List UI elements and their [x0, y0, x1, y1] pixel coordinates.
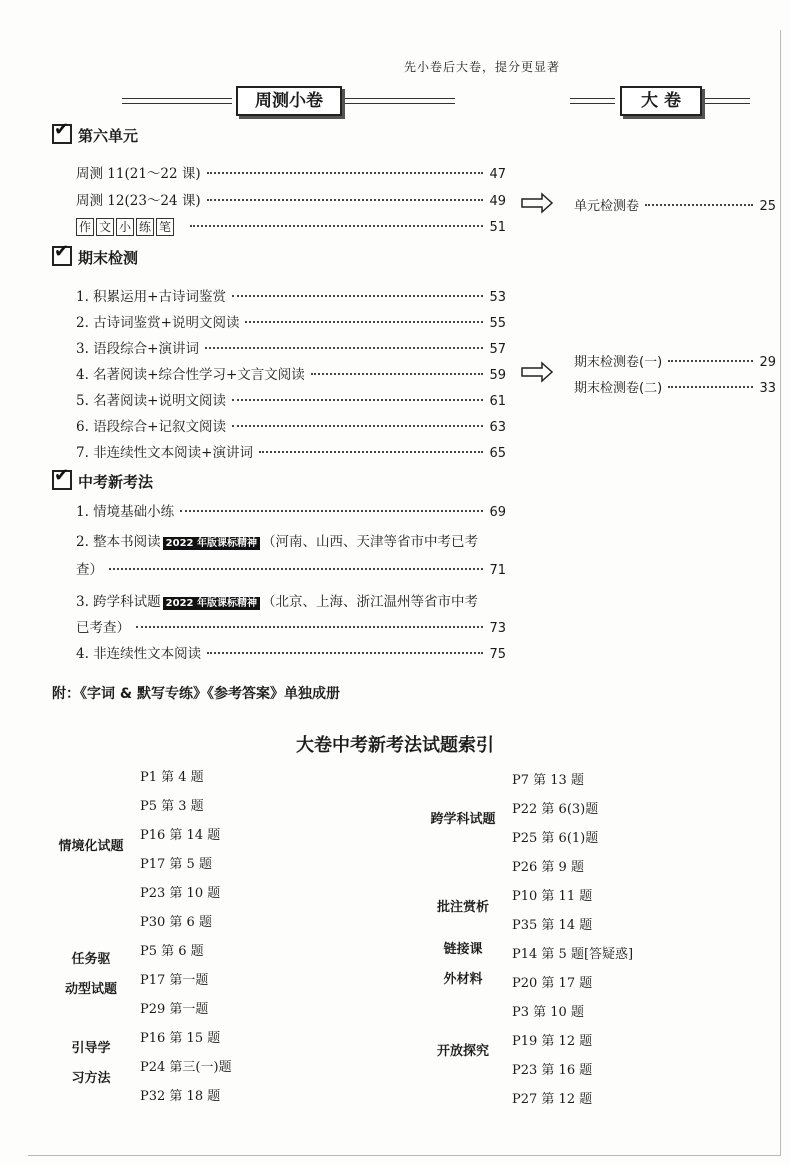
- index-item: P3 第 10 题: [512, 1005, 584, 1020]
- index-item: P29 第一题: [140, 1002, 209, 1017]
- toc-row: 4. 名著阅读+综合性学习+文言文阅读 59: [76, 367, 506, 383]
- index-category: 任务驱 动型试题: [64, 952, 117, 997]
- index-item: P17 第一题: [140, 973, 209, 988]
- index-item: P5 第 6 题: [140, 944, 204, 959]
- header-rule-right-b2: [705, 103, 750, 104]
- curriculum-badge: 2022 年版课标精神: [163, 597, 260, 610]
- arrow-right-icon: [520, 361, 554, 383]
- toc-row: 4. 非连续性文本阅读 75: [76, 646, 506, 662]
- index-category: 批注赏析: [436, 900, 489, 915]
- check-icon: [52, 470, 72, 490]
- section-title-final: ✔期末检测: [52, 246, 138, 268]
- index-category: 开放探究: [436, 1044, 489, 1059]
- toc-row-whole-book: 2. 整本书阅读 2022 年版课标精神 （河南、山西、天津等省市中考已考: [76, 534, 478, 550]
- index-item: P26 第 9 题: [512, 860, 584, 875]
- appendix-note: 附：《字词 & 默写专练》《参考答案》单独成册: [52, 686, 340, 702]
- curriculum-badge: 2022 年版课标精神: [163, 537, 260, 550]
- toc-row: 周测 11(21～22 课) 47: [76, 166, 506, 182]
- check-icon: [52, 246, 72, 266]
- index-title: 大卷中考新考法试题索引: [296, 735, 494, 756]
- header-rule-left-2: [122, 103, 232, 104]
- index-item: P32 第 18 题: [140, 1089, 221, 1104]
- index-item: P7 第 13 题: [512, 773, 584, 788]
- index-item: P14 第 5 题[答疑惑]: [512, 947, 634, 962]
- toc-row: 7. 非连续性文本阅读+演讲词 65: [76, 445, 506, 461]
- index-category: 跨学科试题: [430, 812, 496, 827]
- index-item: P20 第 17 题: [512, 976, 593, 991]
- header-rule-right-b: [705, 98, 750, 99]
- index-item: P27 第 12 题: [512, 1092, 593, 1107]
- header-rule-left-b: [345, 98, 455, 99]
- index-item: P22 第 6(3)题: [512, 802, 599, 817]
- header-rule-right: [570, 98, 615, 99]
- index-item: P16 第 15 题: [140, 1031, 221, 1046]
- header-rule-left: [122, 98, 232, 99]
- big-test-row: 期末检测卷(一) 29: [574, 355, 776, 370]
- index-item: P35 第 14 题: [512, 918, 593, 933]
- index-item: P23 第 10 题: [140, 886, 221, 901]
- toc-row: 3. 语段综合+演讲词 57: [76, 341, 506, 357]
- index-item: P5 第 3 题: [140, 799, 204, 814]
- index-item: P16 第 14 题: [140, 828, 221, 843]
- arrow-right-icon: [520, 192, 554, 214]
- index-item: P17 第 5 题: [140, 857, 212, 872]
- header-big-tests: 大 卷: [620, 86, 702, 116]
- toc-row: 1. 积累运用+古诗词鉴赏 53: [76, 289, 506, 305]
- index-category: 链接课 外材料: [443, 942, 483, 987]
- toc-row: 5. 名著阅读+说明文阅读 61: [76, 393, 506, 409]
- section-title-unit6: ✔第六单元: [52, 124, 138, 146]
- section-title-new-exam: ✔中考新考法: [52, 470, 153, 492]
- big-test-row: 单元检测卷 25: [574, 199, 776, 214]
- toc-row: 周测 12(23～24 课) 49: [76, 193, 506, 209]
- index-category: 引导学 习方法: [71, 1041, 111, 1086]
- toc-row-whole-book-cont: 查） 71: [76, 562, 506, 578]
- index-category: 情境化试题: [58, 839, 124, 854]
- toc-row-cross-subject-cont: 已考查） 73: [76, 620, 506, 636]
- index-item: P1 第 4 题: [140, 770, 204, 785]
- index-item: P19 第 12 题: [512, 1034, 593, 1049]
- toc-row: 6. 语段综合+记叙文阅读 63: [76, 419, 506, 435]
- header-weekly-tests: 周测小卷: [236, 86, 342, 116]
- big-test-row: 期末检测卷(二) 33: [574, 381, 776, 396]
- index-item: P10 第 11 题: [512, 889, 593, 904]
- check-icon: [52, 124, 72, 144]
- index-item: P24 第三(一)题: [140, 1060, 232, 1075]
- toc-row-writing: 作 文 小 练 笔 51: [76, 218, 506, 236]
- index-item: P30 第 6 题: [140, 915, 212, 930]
- toc-row-cross-subject: 3. 跨学科试题 2022 年版课标精神 （北京、上海、浙江温州等省市中考: [76, 594, 478, 610]
- toc-row: 2. 古诗词鉴赏+说明文阅读 55: [76, 315, 506, 331]
- header-rule-left-b2: [345, 103, 455, 104]
- header-rule-right-2: [570, 103, 615, 104]
- index-item: P25 第 6(1)题: [512, 831, 599, 846]
- index-item: P23 第 16 题: [512, 1063, 593, 1078]
- slogan: 先小卷后大卷，提分更显著: [403, 60, 560, 74]
- toc-row: 1. 情境基础小练 69: [76, 504, 506, 520]
